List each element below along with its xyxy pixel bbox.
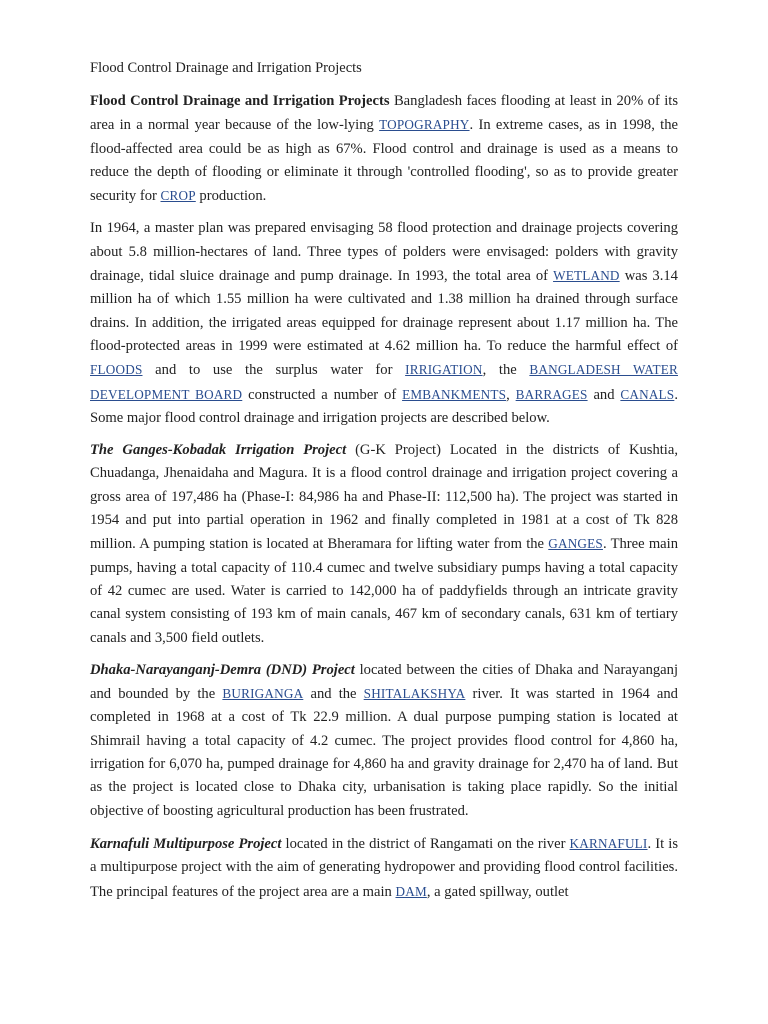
paragraph-intro	[90, 90, 678, 208]
link-irrigation[interactable]: IRRIGATION	[405, 362, 483, 378]
link-bangladesh-water-development-board[interactable]: BANGLADESH WATER DEVELOPMENT BOARD	[90, 362, 678, 402]
body-text: river. It was started in 1964 and completed in 1968 at a cost of Tk 22.9 million. A dual purpose pumping station is located at Shimrail having a total capacity of 4.2 cumec. The project provides flood control for 4,860 ha, irrigation for 6,070 ha, pumped drainage for 4,860 ha and gravity drainage for 2,470 ha of land. But as the project is located close to Dhaka city, urbanisation is taking place rapidly. So the initial objective of boosting agricultural production has been frustrated.	[90, 686, 678, 819]
body-text: Bangladesh faces flooding at least in 20% of its area in a normal year because of the low-lying	[90, 93, 678, 134]
body-text: and	[587, 386, 621, 403]
link-barrages[interactable]: BARRAGES	[515, 386, 588, 402]
link-wetland[interactable]: WETLAND	[553, 268, 620, 284]
project-heading: Karnafuli Multipurpose Project	[90, 835, 282, 852]
document-body	[90, 90, 678, 904]
body-text: (G-K Project) Located in the districts of Kushtia, Chuadanga, Jhenaidaha and Magura. It is a flood control drainage and irrigation project covering a gross area of 197,486 ha (Phase-I: 84,986 ha and Phase-II: 112,500 ha). The project was started in 1954 and put into partial operation in 1962 and finally completed in 1981 at a cost of Tk 828 million. A pumping station is located at Bheramara for lifting water from the	[90, 442, 678, 553]
link-shitalakshya[interactable]: SHITALAKSHYA	[363, 686, 466, 702]
link-crop[interactable]: CROP	[160, 188, 196, 204]
body-text: was 3.14 million ha of which 1.55 million ha were cultivated and 1.38 million ha drained through surface drains. In addition, the irrigated areas equipped for drainage represent about 1.17 million ha. The flood-protected areas in 1999 were estimated at 4.62 million ha. To reduce the harmful effect of	[90, 268, 678, 354]
document-page	[90, 57, 678, 913]
paragraph-heading: Flood Control Drainage and Irrigation Projects	[90, 93, 390, 109]
body-text: and to use the surplus water for	[142, 362, 406, 379]
body-text: , the	[482, 362, 530, 379]
paragraph-karnafuli	[90, 832, 678, 904]
link-floods[interactable]: FLOODS	[90, 362, 143, 378]
paragraph-dnd	[90, 659, 678, 823]
body-text: In 1964, a master plan was prepared envisaging 58 flood protection and drainage projects covering about 5.8 million-hectares of land. Three types of polders were envisaged: polders with gravity drainage, tidal sluice drainage and pump drainage. In 1993, the total area of	[90, 220, 678, 285]
project-heading: The Ganges-Kobadak Irrigation Project	[90, 442, 347, 459]
link-embankments[interactable]: EMBANKMENTS	[402, 386, 507, 402]
body-text: located in the district of Rangamati on the river	[281, 835, 570, 852]
paragraph-ganges-kobadak	[90, 439, 678, 650]
link-ganges[interactable]: GANGES	[548, 536, 603, 552]
page-title: Flood Control Drainage and Irrigation Projects	[90, 60, 362, 76]
link-canals[interactable]: CANALS	[620, 386, 675, 402]
paragraph-master-plan	[90, 217, 678, 430]
project-heading: Dhaka-Narayanganj-Demra (DND) Project	[90, 661, 355, 678]
link-topography[interactable]: TOPOGRAPHY	[379, 117, 470, 133]
body-text: production.	[195, 188, 267, 205]
body-text: , a gated spillway, outlet	[426, 883, 569, 900]
body-text: constructed a number of	[242, 386, 403, 403]
body-text: ,	[506, 386, 516, 403]
body-text: . Some major flood control drainage and irrigation projects are described below.	[90, 386, 678, 426]
link-buriganga[interactable]: BURIGANGA	[222, 686, 304, 702]
body-text: . In extreme cases, as in 1998, the flood-affected area could be as high as 67%. Flood control and drainage is used as a means to reduce the depth of flooding or eliminate it through 'controlled flooding', so as to provide greater security for	[90, 117, 678, 205]
link-dam[interactable]: DAM	[395, 883, 427, 899]
body-text: . It is a multipurpose project with the aim of generating hydropower and providing flood control facilities. The principal features of the project area are a main	[90, 835, 679, 900]
link-karnafuli[interactable]: KARNAFULI	[569, 835, 648, 851]
body-text: . Three main pumps, having a total capacity of 110.4 cumec and twelve subsidiary pumps having a total capacity of 42 cumec are used. Water is carried to 142,000 ha of paddyfields through an intricate gravity canal system consisting of 193 km of main canals, 467 km of secondary canals, 631 km of tertiary canals and 3,500 field outlets.	[90, 536, 679, 646]
body-text: located between the cities of Dhaka and Narayanganj and bounded by the	[90, 661, 679, 703]
body-text: and the	[303, 686, 364, 703]
